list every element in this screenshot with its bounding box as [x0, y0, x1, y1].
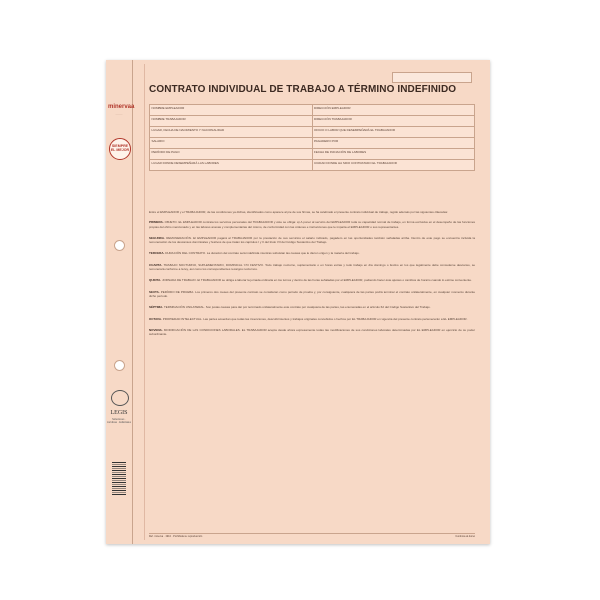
- contract-clause: [149, 251, 475, 255]
- clause-list: [149, 220, 475, 336]
- clause-text: JORNADA DE TRABAJO. El TRABAJADOR se obliga a laborar la jornada ordinaria en los turnos y dentro de las horas señaladas por el EMPLEADOR, pudiendo hacer éste ajustes o cambios de horario cuando lo estime conveniente.: [161, 278, 472, 283]
- contract-clause: [149, 290, 475, 299]
- field-cell[interactable]: NOMBRE EMPLEADOR: [150, 105, 313, 116]
- field-cell[interactable]: NOMBRE TRABAJADOR: [150, 116, 313, 127]
- minerva-tagline: ·······: [115, 112, 123, 116]
- legis-logo: LEGIS: [110, 410, 128, 416]
- field-row: [150, 116, 475, 127]
- field-row: [150, 149, 475, 160]
- field-cell[interactable]: LUGAR, FECHA DE NACIMIENTO Y NACIONALIDAD: [150, 127, 313, 138]
- clause-label: SEGUNDA.: [149, 235, 165, 240]
- footer-continue: Continúa al dorso: [455, 535, 475, 538]
- clause-label: OCTAVA.: [149, 316, 162, 321]
- legis-tagline: Soluciones · Jurídicas · Editoriales: [107, 418, 131, 425]
- contract-clause: [149, 305, 475, 309]
- form-footer: [149, 533, 475, 538]
- clause-text: OBJETO. EL EMPLEADOR contrata los servicios personales del TRABAJADOR y éste se obliga: a) A poner al servicio del EMPLEADOR toda su capacidad normal de trabajo, en forma exclusiva en el desempeño de las funciones propias del oficio mencionado y en las labores anexas y complementarias del mismo, de conformidad con las órdenes e instrucciones que le imparta el EMPLEADOR o sus representantes.: [149, 220, 475, 229]
- contract-clause: [149, 278, 475, 282]
- contract-intro: Entre el EMPLEADOR y el TRABAJADOR, de las condiciones ya dichas, identificados como aparece al pie de sus firmas, se ha celebrado el presente contrato individual de trabajo, regido además por las siguientes cláusulas:: [149, 210, 448, 214]
- clause-label: SEXTA.: [149, 289, 160, 294]
- contract-clause: [149, 328, 475, 337]
- footer-reference: Ref. minerva · 1910 · Prohibida su reproducción: [149, 535, 203, 538]
- minerva-logo: minervaa: [108, 104, 135, 110]
- contract-clause: [149, 317, 475, 321]
- field-cell[interactable]: DIRECCIÓN EMPLEADOR: [312, 105, 475, 116]
- punch-hole: [114, 360, 125, 371]
- field-cell[interactable]: DIRECCIÓN TRABAJADOR: [312, 116, 475, 127]
- field-row: [150, 138, 475, 149]
- contract-form-sheet: [106, 60, 490, 544]
- legis-logo-icon: [111, 390, 129, 406]
- barcode-icon: [112, 462, 126, 496]
- field-cell[interactable]: LUGAR DONDE DESEMPEÑARÁ LAS LABORES: [150, 160, 313, 171]
- field-cell[interactable]: PAGADERO POR: [312, 138, 475, 149]
- clause-text: REMUNERACIÓN. El EMPLEADOR pagará al TRABAJADOR por la prestación de sus servicios el salario indicado, pagadero en las oportunidades también señaladas arriba. Dentro de este pago se encuentra incluida la remuneración de los descansos dominicales y festivos de que tratan los capítulos I y II del título VII del Código Sustantivo del Trabajo.: [149, 235, 475, 245]
- document-title: CONTRATO INDIVIDUAL DE TRABAJO A TÉRMINO INDEFINIDO: [149, 84, 457, 95]
- clause-label: QUINTA.: [149, 278, 162, 283]
- punch-hole: [114, 240, 125, 251]
- contract-fields-table: [149, 104, 475, 171]
- clause-text: TERMINACIÓN UNILATERAL. Son justas causas para dar por terminado unilateralmente este contrato por cualquiera de las partes, las enumeradas en el artículo 62 del Código Sustantivo del Trabajo.: [163, 305, 431, 310]
- clause-text: PERÍODO DE PRUEBA. Los primeros dos meses del presente contrato se consideran como período de prueba y, por consiguiente, cualquiera de las partes podrá terminar el contrato unilateralmente, en cualquier momento durante dicho período.: [149, 289, 476, 298]
- clause-text: MODIFICACIÓN DE LAS CONDICIONES LABORALES. EL TRABAJADOR acepta desde ahora expresamente todas las modificaciones de sus condiciones laborales determinadas por EL EMPLEADOR en ejercicio de su poder subordinante.: [149, 327, 475, 337]
- clause-label: CUARTA.: [149, 262, 163, 267]
- clause-label: NOVENA.: [149, 327, 163, 332]
- form-number-box: [392, 72, 472, 83]
- contract-clause: [149, 220, 475, 229]
- clause-text: TRABAJO NOCTURNO, SUPLEMENTARIO, DOMINICAL Y/O FESTIVO. Todo trabajo nocturno, suplementario o en horas extras y todo trabajo en día domingo o festivo en los que legalmente debe concederse descanso, se remunerará conforme a la ley, así como los correspondientes recargos nocturnos.: [149, 262, 476, 272]
- field-row: [150, 105, 475, 116]
- contract-clause: [149, 263, 475, 272]
- field-row: [150, 127, 475, 138]
- clause-label: TERCERA.: [149, 251, 165, 256]
- field-cell[interactable]: CIUDAD DONDE HA SIDO CONTRATADO EL TRABAJADOR: [312, 160, 475, 171]
- form-main-area: [144, 64, 482, 540]
- contract-body: [149, 210, 475, 343]
- field-cell[interactable]: FECHA DE INICIACIÓN DE LABORES: [312, 149, 475, 160]
- field-row: [150, 160, 475, 171]
- clause-text: PROPIEDAD INTELECTUAL. Las partes acuerdan que todas las invenciones, descubrimientos y trabajos originales concebidos o hechos por EL TRABAJADOR en vigencia del presente contrato pertenecerán a EL EMPLEADOR.: [162, 316, 468, 321]
- clause-text: DURACIÓN DEL CONTRATO. La duración del contrato será indefinida mientras subsistan las causas que le dieron origen y la materia del trabajo.: [165, 251, 360, 256]
- field-cell[interactable]: SALARIO: [150, 138, 313, 149]
- quality-seal-icon: SIEMPRE EL MEJOR: [109, 138, 131, 160]
- contract-clause: [149, 236, 475, 245]
- left-margin-strip: [106, 60, 133, 544]
- clause-label: PRIMERA.: [149, 220, 164, 225]
- field-cell[interactable]: PERÍODO DE PAGO: [150, 149, 313, 160]
- clause-label: SÉPTIMA.: [149, 305, 164, 310]
- field-cell[interactable]: OFICIO O LABOR QUE DESEMPEÑARÁ EL TRABAJADOR: [312, 127, 475, 138]
